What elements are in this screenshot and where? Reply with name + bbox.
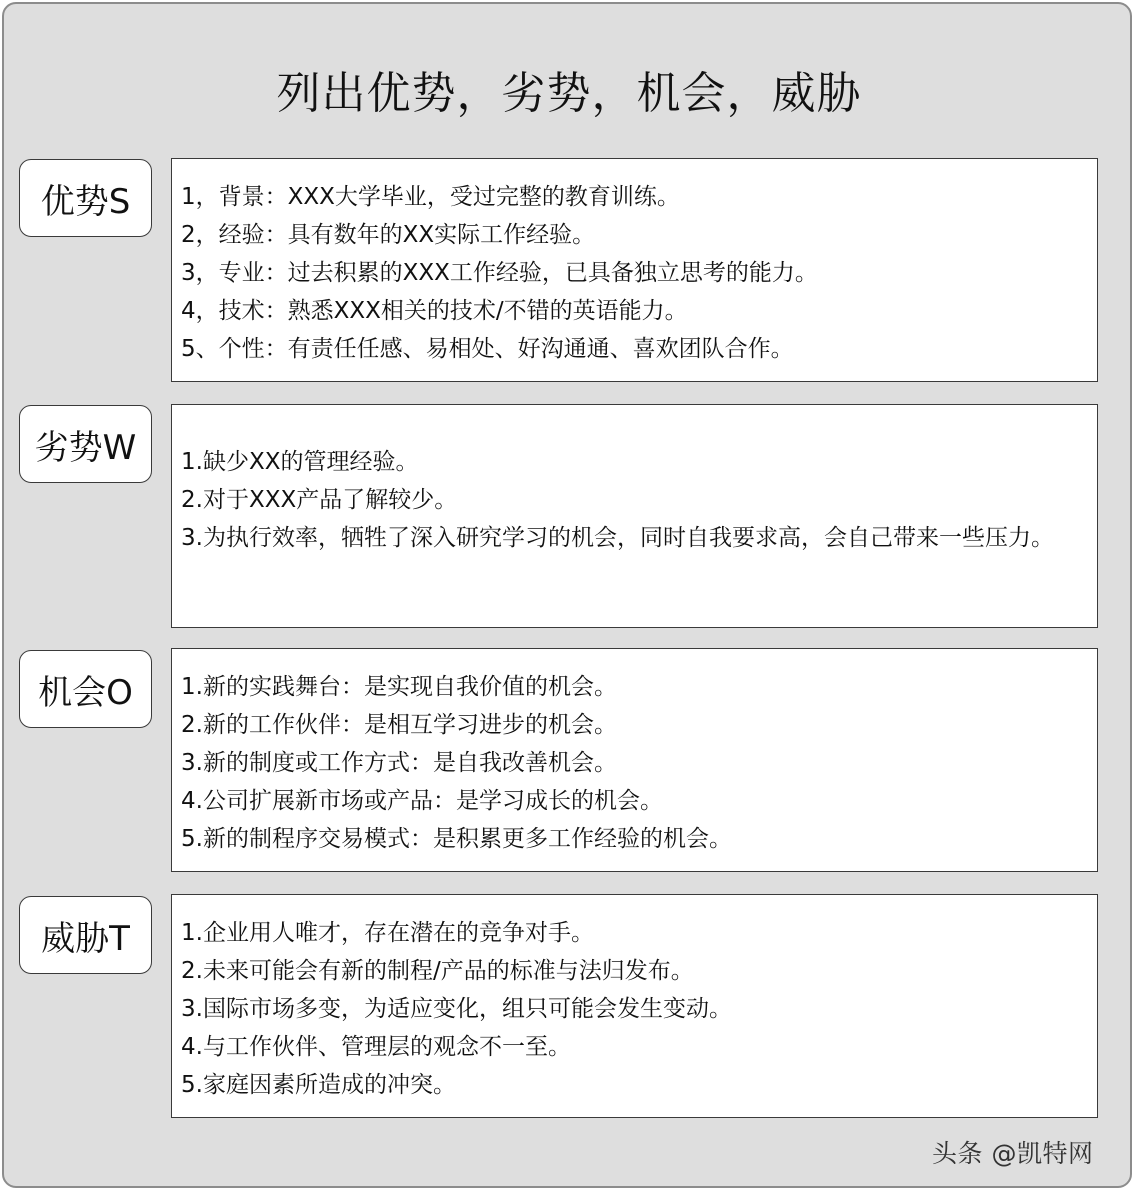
- list-item: 2.对于XXX产品了解较少。: [181, 487, 458, 513]
- list-item: 5、个性：有责任任感、易相处、好沟通通、喜欢团队合作。: [181, 336, 794, 362]
- list-item: 3.国际市场多变，为适应变化，组只可能会发生变动。: [181, 996, 732, 1022]
- content-opportunities: [171, 648, 1098, 872]
- label-strengths: 优势S: [19, 159, 152, 237]
- list-item: 3.为执行效率，牺牲了深入研究学习的机会，同时自我要求高，会自己带来一些压力。: [181, 525, 1054, 551]
- list-item: 3，专业：过去积累的XXX工作经验，已具备独立思考的能力。: [181, 260, 818, 286]
- list-item: 1.新的实践舞台：是实现自我价值的机会。: [181, 674, 617, 700]
- list-item: 1.企业用人唯才，存在潜在的竞争对手。: [181, 920, 594, 946]
- label-threats: 威胁T: [19, 896, 152, 974]
- label-weaknesses: 劣势W: [19, 405, 152, 483]
- list-item: 5.新的制程序交易模式：是积累更多工作经验的机会。: [181, 826, 732, 852]
- page-title: 列出优势，劣势，机会，威胁: [276, 68, 862, 119]
- list-item: 2.新的工作伙伴：是相互学习进步的机会。: [181, 712, 617, 738]
- label-opportunities: 机会O: [19, 650, 152, 728]
- list-item: 2，经验：具有数年的XX实际工作经验。: [181, 222, 596, 248]
- list-item: 4，技术：熟悉XXX相关的技术/不错的英语能力。: [181, 298, 688, 324]
- content-strengths: [171, 158, 1098, 382]
- list-item: 1.缺少XX的管理经验。: [181, 449, 419, 475]
- list-item: 4.与工作伙伴、管理层的观念不一至。: [181, 1034, 571, 1060]
- content-weaknesses: [171, 404, 1098, 628]
- list-item: 1，背景：XXX大学毕业，受过完整的教育训练。: [181, 184, 680, 210]
- list-item: 3.新的制度或工作方式：是自我改善机会。: [181, 750, 617, 776]
- list-item: 2.未来可能会有新的制程/产品的标准与法归发布。: [181, 958, 694, 984]
- list-item: 5.家庭因素所造成的冲突。: [181, 1072, 456, 1098]
- list-item: 4.公司扩展新市场或产品：是学习成长的机会。: [181, 788, 663, 814]
- watermark: 头条 @凯特网: [932, 1139, 1094, 1168]
- content-threats: [171, 894, 1098, 1118]
